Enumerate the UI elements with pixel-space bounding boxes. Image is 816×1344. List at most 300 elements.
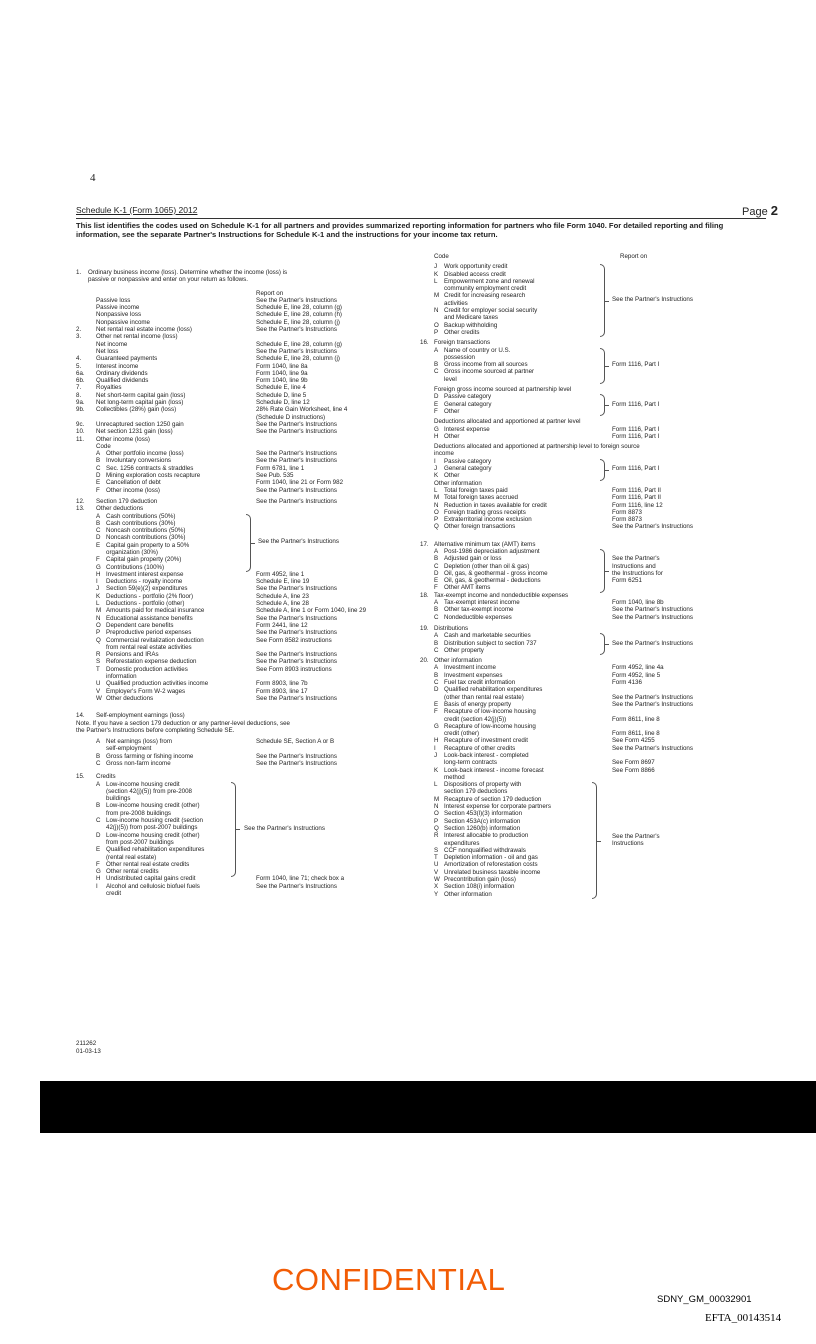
schedule-title: Schedule K-1 (Form 1065) 2012 [76, 205, 198, 215]
report-on: Form 8873 [612, 516, 642, 524]
line-label: Deductions - royalty income [106, 578, 183, 586]
line-number: 3. [76, 333, 82, 341]
line-label: Guaranteed payments [96, 355, 158, 363]
line-20-code [420, 686, 780, 693]
line-label: Unrecaptured section 1250 gain [96, 420, 184, 428]
line-label: Cash and marketable securities [444, 632, 531, 640]
line-label: Fuel tax credit information [444, 679, 516, 687]
line-20-brace [592, 782, 597, 899]
line-label: Other property [444, 646, 484, 654]
report-on: Form 8873 [612, 508, 642, 516]
line-label: Look-back interest - completed [444, 752, 529, 759]
line-number: 4. [76, 355, 82, 363]
code-letter: A [434, 599, 439, 607]
line-label: from pre-2008 buildings [106, 809, 172, 817]
line-number: 7. [76, 384, 82, 392]
line-item [76, 348, 416, 355]
report-on: See the Partner's Instructions [256, 347, 337, 355]
code-letter: D [434, 569, 439, 577]
line-label: information [106, 673, 137, 681]
code-letter: F [96, 860, 100, 868]
report-on: See Form 8903 instructions [256, 665, 332, 673]
report-on: Form 4136 [612, 679, 642, 687]
report-on: Schedule A, line 1 or Form 1040, line 29 [256, 607, 367, 615]
report-on: Schedule E, line 19 [256, 578, 310, 586]
line-13-code [76, 585, 416, 592]
line-number: 6b. [76, 377, 85, 385]
report-on: See the Partner's Instructions [612, 744, 693, 752]
line-20-code [420, 832, 780, 839]
section-heading: Deductions allocated and apportioned at partnership level to foreign source [434, 443, 640, 451]
line-label: Net section 1231 gain (loss) [96, 428, 173, 436]
code-letter: L [434, 486, 438, 494]
line-label: Other foreign transactions [444, 523, 516, 531]
line-16-df-brace [600, 394, 605, 416]
line-16-code [420, 433, 780, 440]
line-label: Section 1260(b) information [444, 824, 521, 832]
corner-mark: 4 [90, 172, 96, 184]
line-number: 9c. [76, 420, 85, 428]
line-15-code [76, 868, 416, 875]
line-20-code [420, 672, 780, 679]
code-letter: Q [434, 824, 439, 832]
code-letter: B [434, 606, 439, 614]
line-item [76, 370, 416, 377]
line-label: Precontribution gain (loss) [444, 876, 516, 884]
line-label: Recapture of low-income housing [444, 708, 536, 716]
line-label: Qualified dividends [96, 377, 149, 385]
line-label: (other than rental real estate) [444, 693, 524, 701]
line-13-code [76, 651, 416, 658]
code-letter: H [434, 737, 439, 745]
report-on: Form 4952, line 4a [612, 664, 664, 672]
line-1 [76, 269, 416, 276]
foreign-gross-heading [420, 386, 780, 393]
line-label: Adjusted gain or loss [444, 555, 502, 563]
line-item [76, 414, 416, 421]
line-18-code [420, 599, 780, 606]
code-letter: E [434, 400, 439, 408]
line-item [76, 392, 416, 399]
code-letter: F [434, 407, 438, 415]
line-label: Recapture of low-income housing [444, 722, 536, 730]
code-letter: C [96, 760, 101, 767]
line-15-brace-text: See the Partner's Instructions [244, 824, 325, 832]
report-on: Form 1040, line 9b [256, 377, 308, 385]
line-20-code [420, 861, 780, 868]
report-on: Form 1040, line 8a [256, 362, 308, 370]
line-label: Self-employment earnings (loss) [96, 712, 185, 720]
report-on: (Schedule D instructions) [256, 413, 326, 421]
report-on: See the Partner's Instructions [256, 428, 337, 436]
line-13-code [76, 593, 416, 600]
line-16-code [420, 502, 780, 509]
line-13-code [76, 658, 416, 665]
line-label: Interest expense [444, 425, 490, 433]
line-20-brace-text: See the Partner's [612, 832, 660, 840]
line-15-code [76, 781, 416, 788]
line-label: Low-income housing credit (other) [106, 802, 200, 810]
code-letter: G [96, 563, 101, 571]
line-label: Commercial revitalization deduction [106, 636, 204, 644]
line-label: Gross farming or fishing income [106, 752, 194, 760]
code-letter: B [434, 555, 439, 563]
line-label: Qualified production activities income [106, 680, 209, 688]
line-label: Alternative minimum tax (AMT) items [434, 540, 536, 548]
line-label: Gross non-farm income [106, 760, 171, 767]
line-label: Net loss [96, 347, 119, 355]
line-label: Name of country or U.S. [444, 346, 511, 354]
line-15-brace [231, 782, 236, 877]
line-label: credit (other) [444, 730, 480, 738]
code-letter: O [434, 508, 439, 516]
line-20 [420, 657, 780, 664]
intro-text: This list identifies the codes used on Schedule K-1 for all partners and provides summarized reporting information for partners who file Form 1040. For detailed reporting and filing information, see the separate Partner's Instructions for Schedule K-1 and the instructions for your income tax return. [76, 221, 724, 239]
section-heading: Deductions allocated and apportioned at partner level [434, 418, 581, 426]
code-letter: D [96, 472, 101, 480]
line-16-df-brace-text: Form 1116, Part I [612, 400, 660, 408]
line-number: 5. [76, 362, 82, 370]
line-label: Foreign trading gross receipts [444, 508, 526, 516]
report-on: See the Partner's Instructions [256, 326, 337, 334]
code-letter: E [434, 700, 439, 708]
line-15-code [76, 788, 416, 795]
line-label: Recapture of other credits [444, 744, 516, 752]
report-on: See the Partner's Instructions [256, 629, 337, 637]
line-label: Interest expense for corporate partners [444, 803, 551, 811]
line-number: 19. [420, 624, 429, 632]
line-20-code [420, 869, 780, 876]
code-letter: E [434, 577, 439, 585]
line-item [76, 399, 416, 406]
report-on: Form 1040, line 71; check box a [256, 875, 345, 883]
line-13-code [76, 578, 416, 585]
line-label: Domestic production activities [106, 665, 188, 673]
line-20-code [420, 803, 780, 810]
report-on: Form 8611, line 8 [612, 715, 660, 723]
line-17-brace-text: Instructions and [612, 562, 656, 570]
line-label: Other [444, 432, 460, 440]
code-letter: F [434, 708, 438, 716]
line-label: Depletion (other than oil & gas) [444, 562, 530, 570]
line-label: expenditures [444, 839, 480, 847]
code-letter: I [96, 882, 98, 890]
line-label: Low-income housing credit [106, 780, 180, 788]
code-letter: P [434, 516, 439, 524]
line-label: long-term contracts [444, 759, 497, 767]
line-14-note [76, 720, 416, 727]
code-letter: N [96, 614, 101, 622]
line-1-item [76, 311, 416, 318]
code-header-row [76, 443, 416, 450]
line-20-code [420, 759, 780, 766]
report-on: Schedule D, line 5 [256, 391, 307, 399]
code-letter: C [434, 368, 439, 376]
code-letter: I [96, 578, 98, 586]
line-label: Disabled access credit [444, 270, 506, 278]
line-20-code [420, 767, 780, 774]
line-label: Basis of energy property [444, 700, 512, 708]
line-label: Look-back interest - income forecast [444, 766, 544, 774]
confidential-stamp: CONFIDENTIAL [272, 1262, 506, 1297]
report-on: Form 6781, line 1 [256, 464, 305, 472]
line-label: community employment credit [444, 285, 527, 293]
code-letter: N [434, 803, 439, 811]
code-letter: B [96, 457, 101, 465]
line-17-brace-text: Form 6251 [612, 577, 642, 585]
line-15 [76, 773, 416, 780]
code-letter: M [96, 607, 102, 615]
line-label: Other rental real estate credits [106, 860, 190, 868]
code-letter: C [434, 646, 439, 654]
code-letter: F [96, 486, 100, 494]
line-label: Unrelated business taxable income [444, 868, 541, 876]
page-number [742, 203, 778, 218]
line-label: Section 179 deduction [96, 497, 158, 505]
line-15-code [76, 846, 416, 853]
line-18-code [420, 606, 780, 613]
line-label: Backup withholding [444, 321, 498, 329]
line-15-code [76, 810, 416, 817]
line-14-code [76, 753, 416, 760]
line-20-brace-text: Instructions [612, 839, 644, 847]
code-letter: H [96, 875, 101, 883]
line-label: Nondeductible expenses [444, 613, 512, 621]
line-number: 8. [76, 391, 82, 399]
line-label: Net earnings (loss) from [106, 738, 173, 746]
code-letter: E [96, 846, 101, 854]
report-on: See the Partner's Instructions [256, 457, 337, 465]
line-number: 10. [76, 428, 85, 436]
report-on: See Form 8582 instructions [256, 636, 332, 644]
line-label: Net income [96, 340, 128, 348]
line-label: Educational assistance benefits [106, 614, 193, 622]
line-16-ik-brace-text: Form 1116, Part I [612, 465, 660, 473]
line-label: Credit for employer social security [444, 307, 538, 315]
line-13-brace [246, 514, 251, 572]
line-label: Other rental credits [106, 868, 159, 876]
line-label: Tax-exempt income and nondeductible expenses [434, 591, 569, 599]
bates-number-efta: EFTA_00143514 [705, 1312, 782, 1324]
code-letter: B [434, 639, 439, 647]
code-letter: R [96, 651, 101, 659]
code-letter: T [96, 665, 100, 673]
code-letter: J [434, 465, 438, 473]
report-on: Schedule E, line 28, column (h) [256, 311, 342, 319]
line-16-code [420, 516, 780, 523]
line-label: Investment expenses [444, 671, 503, 679]
line-label: Royalties [96, 384, 122, 392]
line-item [76, 421, 416, 428]
line-1-cont [76, 276, 416, 283]
line-label: activities [444, 299, 468, 307]
line-15-code [76, 802, 416, 809]
report-on: Form 8903, line 17 [256, 687, 308, 695]
line-label: Alcohol and cellulosic biofuel fuels [106, 882, 200, 890]
line-label: Foreign transactions [434, 339, 491, 347]
report-on: 28% Rate Gain Worksheet, line 4 [256, 406, 348, 414]
line-label: Other income (loss) [96, 435, 150, 443]
line-label: Nonpassive loss [96, 311, 142, 319]
line-15-code [76, 861, 416, 868]
line-label: Pensions and IRAs [106, 651, 159, 659]
report-on: Form 1116, line 12 [612, 501, 663, 509]
code-letter: E [96, 541, 101, 549]
line-13-code [76, 695, 416, 702]
line-label: Other deductions [106, 694, 154, 702]
line-label: Nonpassive income [96, 318, 150, 326]
report-on: See the Partner's Instructions [256, 882, 337, 890]
line-label: Passive category [444, 457, 492, 465]
line-label: level [444, 375, 457, 383]
deductions-partner-heading [420, 418, 780, 425]
line-11-code [76, 457, 416, 464]
code-letter: E [96, 479, 101, 487]
line-label: Passive loss [96, 296, 131, 304]
line-number: 11. [76, 435, 85, 443]
code-letter: V [96, 687, 101, 695]
line-number: 9b. [76, 406, 85, 414]
code-letter: O [96, 621, 101, 629]
line-13-code [76, 615, 416, 622]
line-label: buildings [106, 795, 131, 803]
line-label: Qualified rehabilitation expenditures [106, 846, 205, 854]
section-heading: income [434, 450, 454, 458]
line-11-code [76, 465, 416, 472]
line-15-code [76, 854, 416, 861]
line-20-code [420, 781, 780, 788]
section-heading: Foreign gross income sourced at partnership level [434, 386, 572, 394]
report-on: See Form 4255 [612, 737, 655, 745]
line-20-code [420, 701, 780, 708]
line-label: Deductions - portfolio (other) [106, 600, 185, 608]
line-20-code [420, 876, 780, 883]
form-date-code: 01-03-13 [76, 1047, 101, 1055]
line-label: Other portfolio income (loss) [106, 450, 184, 458]
line-label: Section 108(i) information [444, 883, 515, 891]
deductions-partnership-heading-2 [420, 450, 780, 457]
line-label: Cash contributions (30%) [106, 519, 176, 527]
line-13-code [76, 637, 416, 644]
line-label: Interest income [96, 362, 139, 370]
line-label: (section 42(j)(5)) from pre-2008 [106, 787, 192, 795]
report-on: See the Partner's Instructions [256, 450, 337, 458]
line-1-item [76, 297, 416, 304]
line-16 [420, 339, 780, 346]
report-on: Form 2441, line 12 [256, 621, 308, 629]
code-letter: T [434, 854, 438, 862]
line-label: Other net rental income (loss) [96, 333, 178, 341]
line-11-code [76, 450, 416, 457]
line-18 [420, 592, 780, 599]
line-17-brace [600, 549, 605, 593]
report-on: See the Partner's Instructions [256, 752, 337, 760]
right-column [420, 253, 780, 898]
code-letter: J [434, 752, 438, 759]
report-on: Schedule A, line 28 [256, 600, 309, 608]
line-13-code [76, 666, 416, 673]
line-label: Net rental real estate income (loss) [96, 326, 192, 334]
report-on: See Pub. 535 [256, 472, 294, 480]
line-13-code [76, 622, 416, 629]
code-letter: D [96, 831, 101, 839]
line-19-brace-text: See the Partner's Instructions [612, 639, 693, 647]
line-20-code [420, 796, 780, 803]
line-label: Deductions - portfolio (2% floor) [106, 592, 194, 600]
line-16-code [420, 426, 780, 433]
line-number: 9a. [76, 399, 85, 407]
other-info-heading [420, 480, 780, 487]
line-label: organization (30%) [106, 548, 158, 556]
line-19-brace [600, 633, 605, 655]
code-letter: A [96, 450, 101, 458]
line-label: Other credits [444, 328, 480, 336]
note-text: Note. If you have a section 179 deduction or any partner-level deductions, see [76, 719, 290, 727]
report-on: Schedule E, line 28, column (g) [256, 340, 342, 348]
line-16-code [420, 494, 780, 501]
line-20-code [420, 847, 780, 854]
right-header [420, 253, 780, 260]
report-on: Form 1040, line 8b [612, 599, 664, 607]
line-label: General category [444, 400, 492, 408]
code-letter: S [434, 846, 439, 854]
code-letter: K [434, 270, 439, 278]
report-on: Form 1116, Part I [612, 432, 660, 440]
report-on-header-row [76, 290, 416, 297]
code-letter: N [434, 501, 439, 509]
line-item [76, 326, 416, 333]
line-label: Other income (loss) [106, 486, 160, 494]
line-label: Other tax-exempt income [444, 606, 514, 614]
line-label: Distribution subject to section 737 [444, 639, 537, 647]
line-label: Work opportunity credit [444, 263, 508, 271]
code-letter: K [96, 592, 101, 600]
line-15-code [76, 839, 416, 846]
report-on: Schedule E, line 4 [256, 384, 306, 392]
line-label: Amounts paid for medical insurance [106, 607, 205, 615]
line-label: Post-1986 depreciation adjustment [444, 547, 540, 555]
report-on: See the Partner's Instructions [612, 700, 693, 708]
report-on: Schedule E, line 28, column (j) [256, 318, 340, 326]
line-13-brace-text: See the Partner's Instructions [258, 538, 339, 546]
code-letter: C [434, 613, 439, 621]
report-on: See the Partner's Instructions [256, 651, 337, 659]
line-label: Investment income [444, 664, 496, 672]
line-16-code [420, 523, 780, 530]
code-letter: B [96, 519, 101, 527]
line-label: Recapture of section 179 deduction [444, 795, 542, 803]
report-on: See the Partner's Instructions [256, 585, 337, 593]
line-number: 18. [420, 591, 429, 599]
line-label: Mining exploration costs recapture [106, 472, 201, 480]
code-letter: G [434, 425, 439, 433]
line-17-brace-text: See the Partner's [612, 555, 660, 563]
line-label: Section 453A(c) information [444, 817, 521, 825]
line-label: Total foreign taxes paid [444, 486, 508, 494]
line-16-code [420, 509, 780, 516]
header-rule [76, 218, 766, 219]
line-13-code [76, 688, 416, 695]
code-letter: L [96, 600, 100, 608]
line-label: 42(j)(5)) from post-2007 buildings [106, 824, 198, 832]
line-label: Noncash contributions (50%) [106, 527, 186, 535]
line-label: Distributions [434, 624, 469, 632]
line-label: Extraterritorial income exclusion [444, 516, 532, 524]
report-on: Form 1116, Part II [612, 494, 661, 502]
line-15-code [76, 875, 416, 882]
line-label: Investment interest expense [106, 570, 184, 578]
deductions-partnership-heading [420, 443, 780, 450]
